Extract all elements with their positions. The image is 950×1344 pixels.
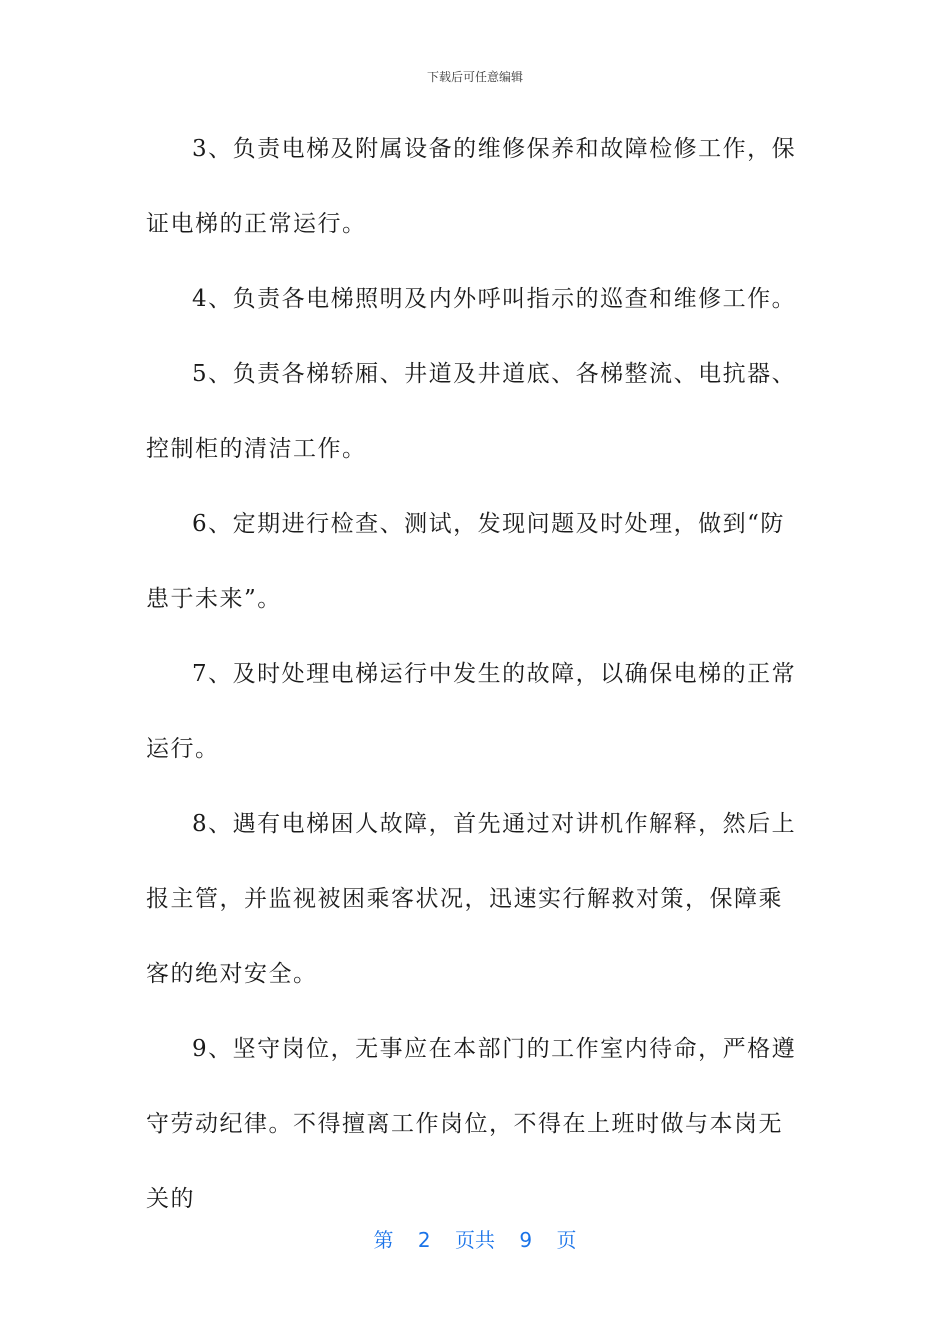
paragraph-9: 9、坚守岗位，无事应在本部门的工作室内待命，严格遵守劳动纪律。不得擅离工作岗位，不得在上班时做与本岗无关的: [146, 1036, 797, 1212]
footer-total-pages: 9: [519, 1228, 533, 1252]
paragraph-3: 3、负责电梯及附属设备的维修保养和故障检修工作，保证电梯的正常运行。: [146, 136, 797, 237]
paragraph-7: 7、及时处理电梯运行中发生的故障，以确保电梯的正常运行。: [146, 661, 797, 762]
footer-pages-label: 页: [556, 1228, 577, 1252]
document-body: [146, 112, 806, 1237]
page-header: 下载后可任意编辑: [426, 70, 523, 84]
page-footer: [0, 1224, 950, 1253]
paragraph-6: 6、定期进行检查、测试，发现问题及时处理，做到“防患于未来”。: [146, 511, 785, 612]
paragraph-5: 5、负责各梯轿厢、井道及井道底、各梯整流、电抗器、控制柜的清洁工作。: [146, 361, 797, 462]
paragraph-4: 4、负责各电梯照明及内外呼叫指示的巡查和维修工作。: [192, 286, 797, 312]
footer-of-label: 页共: [455, 1228, 495, 1252]
footer-page-number: 2: [417, 1228, 431, 1252]
paragraph-8: 8、遇有电梯困人故障，首先通过对讲机作解释，然后上报主管，并监视被困乘客状况，迅速实行解救对策，保障乘客的绝对安全。: [146, 811, 797, 987]
footer-page-label: 第: [373, 1228, 394, 1252]
